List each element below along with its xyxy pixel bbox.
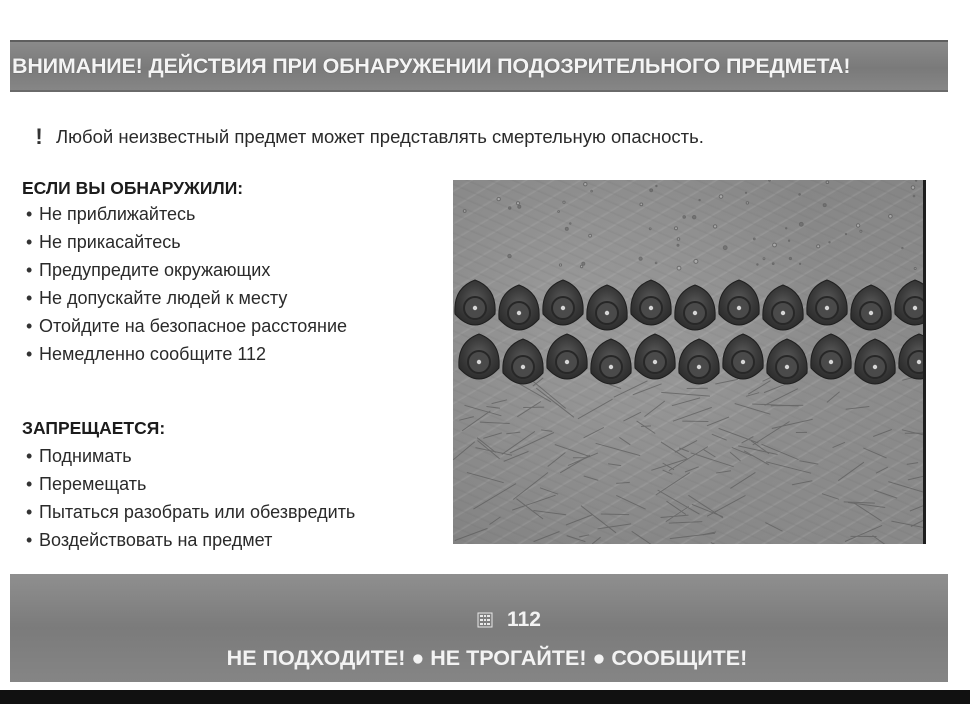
soil-speck xyxy=(639,257,642,260)
soil-speck xyxy=(580,265,582,267)
emergency-phone xyxy=(10,608,948,632)
if-found-heading: ЕСЛИ ВЫ ОБНАРУЖИЛИ: xyxy=(22,178,244,198)
grass-blade xyxy=(601,514,629,515)
soil-speck xyxy=(860,230,862,232)
soil-speck xyxy=(889,215,893,219)
soil-speck xyxy=(915,180,916,181)
list-item: • Воздействовать на предмет xyxy=(26,526,355,554)
soil-speck xyxy=(769,180,771,181)
soil-speck xyxy=(719,195,723,199)
soil-speck xyxy=(591,190,593,192)
soil-speck xyxy=(914,268,916,270)
list-item: • Отойдите на безопасное расстояние xyxy=(26,312,347,340)
soil-speck xyxy=(650,189,653,192)
soil-speck xyxy=(693,216,696,219)
grass-blade xyxy=(641,426,651,427)
soil-speck xyxy=(677,266,681,270)
soil-speck xyxy=(902,247,903,248)
soil-speck xyxy=(677,238,680,241)
list-item: • Не приближайтесь xyxy=(26,200,347,228)
warning-text: Любой неизвестный предмет может представлять смертельную опасность. xyxy=(56,126,704,147)
landmines-photo xyxy=(453,180,926,544)
soil-speck xyxy=(570,223,571,224)
list-item: • Не прикасайтесь xyxy=(26,228,347,256)
soil-speck xyxy=(800,263,801,264)
soil-speck xyxy=(518,205,521,208)
soil-speck xyxy=(584,183,587,186)
bullet-icon: • xyxy=(26,446,33,466)
soil-speck xyxy=(829,242,830,243)
list-item: • Пытаться разобрать или обезвредить xyxy=(26,498,355,526)
footer-slogan: НЕ ПОДХОДИТЕ! ● НЕ ТРОГАЙТЕ! ● СООБЩИТЕ! xyxy=(226,646,748,670)
bullet-icon: • xyxy=(26,344,33,364)
soil-speck xyxy=(746,202,748,204)
soil-speck xyxy=(699,199,700,200)
soil-speck xyxy=(563,201,565,203)
list-item: • Немедленно сообщите 112 xyxy=(26,340,347,368)
phone-keypad-icon xyxy=(477,612,493,628)
soil-speck xyxy=(856,224,859,227)
soil-speck xyxy=(675,227,678,230)
soil-speck xyxy=(565,227,568,230)
soil-speck xyxy=(713,225,716,228)
soil-speck xyxy=(772,263,774,265)
bullet-icon: • xyxy=(26,232,33,252)
forbidden-heading: ЗАПРЕЩАЕТСЯ: xyxy=(22,418,166,438)
soil-speck xyxy=(655,262,657,264)
soil-speck xyxy=(753,238,755,240)
soil-speck xyxy=(763,258,765,260)
soil-speck xyxy=(516,202,519,205)
bullet-icon: • xyxy=(26,260,33,280)
bullet-icon: • xyxy=(26,502,33,522)
exclamation-icon: ! xyxy=(35,124,43,149)
soil-speck xyxy=(640,203,643,206)
soil-speck xyxy=(509,207,511,209)
soil-speck xyxy=(817,245,820,248)
soil-speck xyxy=(799,222,803,226)
warning-line xyxy=(34,124,934,150)
soil-speck xyxy=(823,204,826,207)
soil-speck xyxy=(589,234,592,237)
soil-speck xyxy=(757,264,758,265)
phone-number: 112 xyxy=(507,608,541,631)
soil-speck xyxy=(497,197,500,200)
soil-speck xyxy=(694,259,698,263)
soil-speck xyxy=(558,211,560,213)
soil-speck xyxy=(559,264,561,266)
bullet-icon: • xyxy=(26,204,33,224)
soil-speck xyxy=(683,216,686,219)
list-item: • Поднимать xyxy=(26,442,355,470)
soil-speck xyxy=(799,194,801,196)
bottom-banner xyxy=(10,574,948,682)
soil-speck xyxy=(911,186,915,190)
soil-speck xyxy=(845,234,846,235)
bullet-icon: • xyxy=(26,530,33,550)
soil-speck xyxy=(789,257,791,259)
soil-speck xyxy=(723,246,727,250)
forbidden-list xyxy=(26,442,355,554)
list-item: • Предупредите окружающих xyxy=(26,256,347,284)
soil-speck xyxy=(913,195,915,197)
soil-speck xyxy=(745,192,746,193)
list-item: • Перемещать xyxy=(26,470,355,498)
soil-speck xyxy=(508,254,511,257)
soil-speck xyxy=(463,210,466,213)
soil-speck xyxy=(656,185,657,186)
header-banner xyxy=(10,40,948,92)
soil-speck xyxy=(786,228,787,229)
scan-edge xyxy=(0,690,970,704)
bullet-icon: • xyxy=(26,288,33,308)
list-item: • Не допускайте людей к месту xyxy=(26,284,347,312)
page-title: ВНИМАНИЕ! ДЕЙСТВИЯ ПРИ ОБНАРУЖЕНИИ ПОДОЗРИТЕЛЬНОГО ПРЕДМЕТА! xyxy=(12,53,851,78)
soil-speck xyxy=(826,181,829,184)
soil-speck xyxy=(677,244,679,246)
soil-speck xyxy=(773,243,777,247)
soil-speck xyxy=(788,240,789,241)
bullet-icon: • xyxy=(26,316,33,336)
soil-speck xyxy=(649,228,651,230)
soil-speck xyxy=(582,262,585,265)
if-found-list xyxy=(26,200,347,368)
bullet-icon: • xyxy=(26,474,33,494)
landmines-illustration xyxy=(453,180,926,544)
